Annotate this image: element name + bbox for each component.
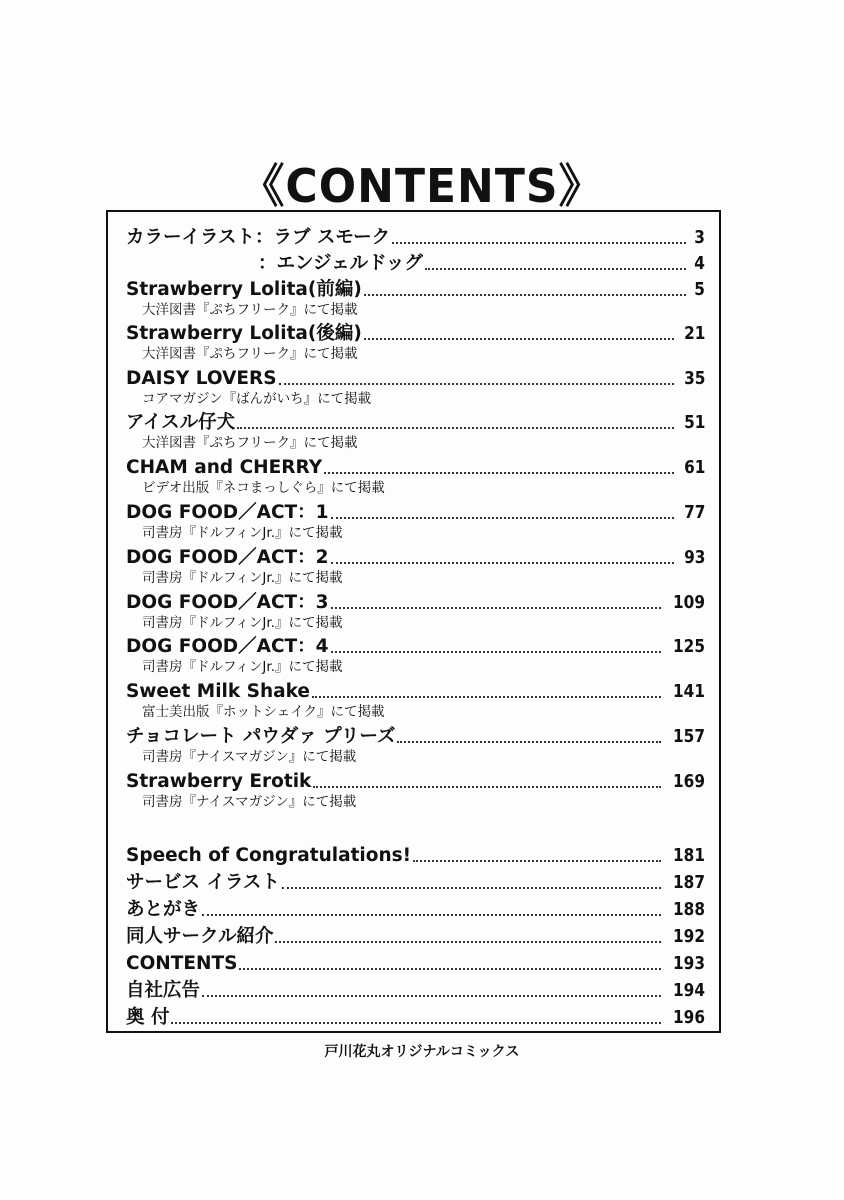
toc-entry-title: 自社広告 [126, 980, 201, 1001]
toc-entry-title: あとがき [126, 899, 201, 920]
toc-entry-source: 司書房『ドルフィンJr.』にて掲載 [142, 659, 343, 675]
dot-leader [397, 741, 661, 743]
toc-entry [108, 411, 719, 452]
toc-entry-title: DOG FOOD／ACT：2 [126, 547, 329, 568]
page-title: 《CONTENTS》 [240, 159, 604, 214]
dot-leader [331, 607, 662, 609]
toc-entry-source: 大洋図書『ぷちフリーク』にて掲載 [142, 346, 358, 362]
toc-entry-page: 21 [684, 323, 706, 344]
toc-entry-page: 5 [694, 279, 706, 300]
toc-entry-title: Speech of Congratulations! [126, 845, 412, 866]
dot-leader [279, 383, 674, 385]
dot-leader [392, 242, 686, 244]
toc-entry-source: 司書房『ナイスマガジン』にて掲載 [142, 794, 357, 810]
dot-leader [364, 338, 674, 340]
toc-entry-page: 35 [684, 368, 706, 389]
toc-entry [108, 725, 719, 766]
toc-entry-page: 141 [673, 681, 706, 702]
toc-entry-page: 169 [673, 771, 706, 792]
toc-entry-page: 4 [694, 253, 706, 274]
toc-entry-title: CHAM and CHERRY [126, 457, 323, 478]
toc-entry-title: Strawberry Lolita(前編) [126, 279, 362, 300]
toc-entry-title: Strawberry Erotik [126, 771, 312, 792]
dot-leader [331, 517, 674, 519]
toc-entry-page: 51 [684, 412, 706, 433]
toc-entry-page: 187 [673, 872, 706, 893]
toc-entry-page: 93 [684, 547, 706, 568]
dot-leader [425, 268, 687, 270]
dot-leader [237, 427, 674, 429]
dot-leader [239, 968, 661, 970]
toc-entry-page: 157 [673, 726, 706, 747]
dot-leader [202, 995, 661, 997]
toc-entry-title: DAISY LOVERS [126, 368, 277, 389]
toc-entry [108, 844, 719, 868]
toc-entry-source: 富士美出版『ホットシェイク』にて掲載 [142, 704, 385, 720]
toc-entry-page: 196 [673, 1007, 706, 1028]
toc-entry-source: コアマガジン『ばんがいち』にて掲載 [142, 391, 372, 407]
dot-leader [331, 562, 674, 564]
toc-entry-title: チョコレート パウダァ プリーズ [126, 726, 396, 747]
toc-entry-source: 司書房『ドルフィンJr.』にて掲載 [142, 615, 343, 631]
toc-entry [108, 501, 719, 542]
toc-entry-page: 192 [673, 926, 706, 947]
toc-entry-page: 193 [673, 953, 706, 974]
table-of-contents [106, 210, 721, 1033]
toc-entry-source: ビデオ出版『ネコまっしぐら』にて掲載 [142, 480, 385, 496]
toc-entry [108, 367, 719, 408]
toc-entry [108, 635, 719, 676]
toc-entry [108, 925, 719, 949]
toc-entry-source: 大洋図書『ぷちフリーク』にて掲載 [142, 302, 358, 318]
toc-entry [108, 770, 719, 811]
toc-entry [108, 252, 719, 276]
toc-entry [108, 456, 719, 497]
toc-entry-title: DOG FOOD／ACT：3 [126, 592, 329, 613]
dot-leader [312, 696, 661, 698]
toc-entry-page: 61 [684, 457, 706, 478]
toc-entry-page: 194 [673, 980, 706, 1001]
toc-entry [108, 322, 719, 363]
dot-leader [171, 1022, 661, 1024]
toc-entry [108, 979, 719, 1003]
dot-leader [364, 294, 687, 296]
dot-leader [275, 941, 661, 943]
toc-entry-page: 3 [694, 227, 706, 248]
toc-entry [108, 871, 719, 895]
toc-entry-source: 司書房『ドルフィンJr.』にて掲載 [142, 570, 343, 586]
toc-entry-page: 125 [673, 636, 706, 657]
toc-entry-title: カラーイラスト：ラブ スモーク [126, 227, 391, 248]
toc-entry [108, 546, 719, 587]
toc-entry-page: 181 [673, 845, 706, 866]
toc-entry [108, 952, 719, 976]
toc-entry [108, 898, 719, 922]
dot-leader [331, 651, 662, 653]
toc-entry-title: ：エンジェルドッグ [258, 253, 423, 274]
dot-leader [202, 914, 661, 916]
toc-entry-page: 188 [673, 899, 706, 920]
toc-entry-source: 司書房『ナイスマガジン』にて掲載 [142, 749, 357, 765]
toc-entry-title: 奥 付 [126, 1007, 170, 1028]
toc-entry-source: 大洋図書『ぷちフリーク』にて掲載 [142, 435, 358, 451]
dot-leader [413, 860, 661, 862]
toc-entry-title: サービス イラスト [126, 872, 280, 893]
toc-entry-title: Sweet Milk Shake [126, 681, 310, 702]
dot-leader [282, 887, 662, 889]
toc-entry-title: アイスル仔犬 [126, 412, 236, 433]
toc-entry-title: 同人サークル紹介 [126, 926, 274, 947]
dot-leader [324, 472, 674, 474]
toc-entry [108, 1006, 719, 1030]
toc-entry-title: DOG FOOD／ACT：1 [126, 502, 329, 523]
toc-entry-source: 司書房『ドルフィンJr.』にて掲載 [142, 525, 343, 541]
toc-entry-page: 77 [684, 502, 706, 523]
toc-entry [108, 680, 719, 721]
toc-entry [108, 226, 719, 250]
series-footer: 戸川花丸オリジナルコミックス [324, 1044, 520, 1060]
dot-leader [313, 786, 661, 788]
toc-entry-title: DOG FOOD／ACT：4 [126, 636, 329, 657]
toc-entry-page: 109 [673, 592, 706, 613]
toc-entry-title: Strawberry Lolita(後編) [126, 323, 362, 344]
toc-entry [108, 278, 719, 319]
toc-entry [108, 591, 719, 632]
toc-entry-title: CONTENTS [126, 953, 238, 974]
